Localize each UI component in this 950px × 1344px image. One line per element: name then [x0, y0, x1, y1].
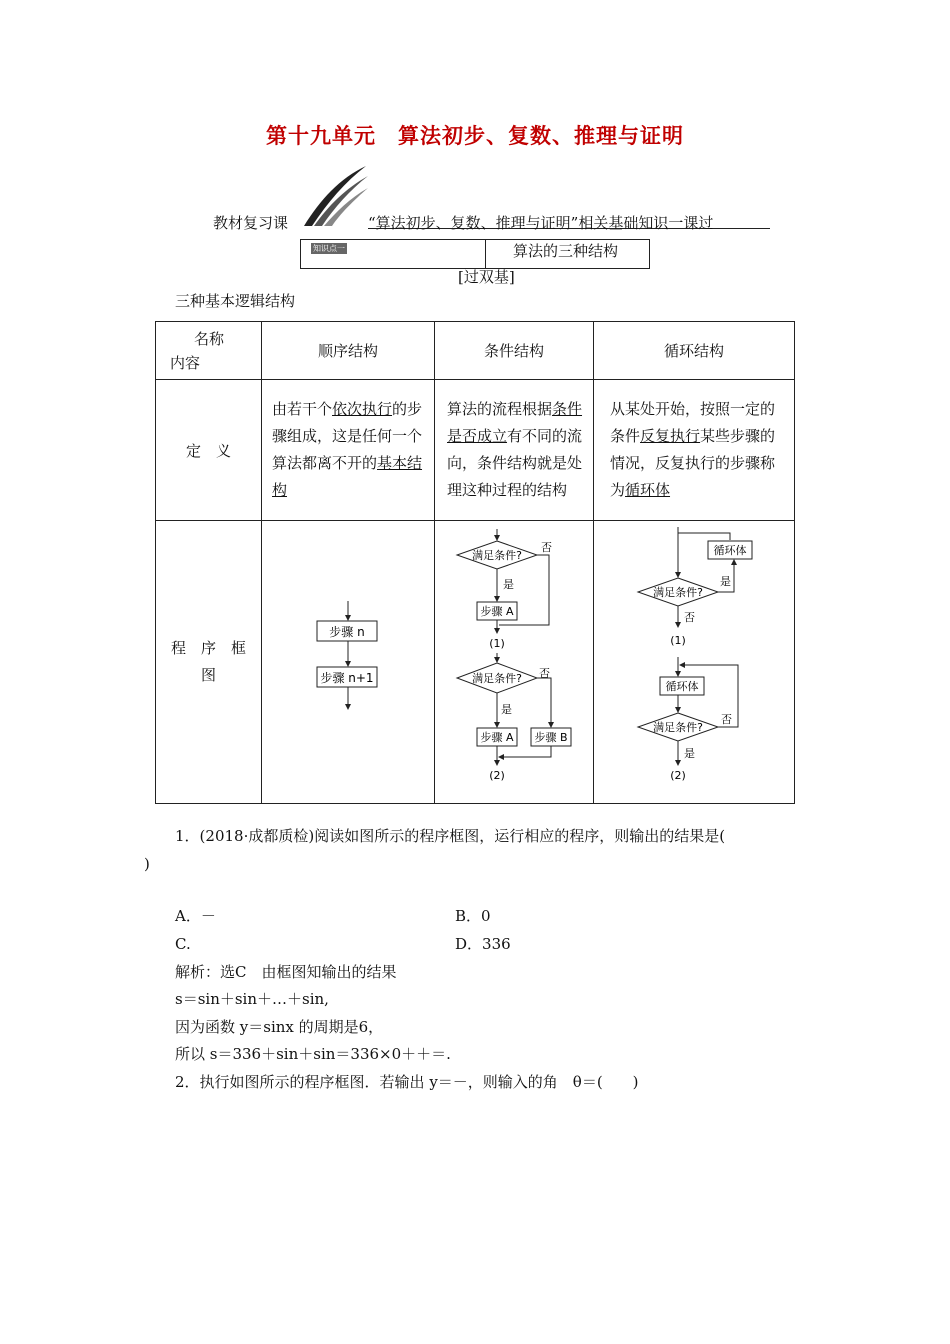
knowledge-badge: 知识点一 [313, 244, 345, 253]
loop2-no: 否 [721, 713, 732, 726]
q2-stem: 2．执行如图所示的程序框图．若输出 y＝－，则输入的角 θ＝( ) [175, 1073, 639, 1091]
q1-option-d: D．336 [455, 935, 511, 953]
def-sequential [262, 380, 435, 521]
structures-table [155, 321, 795, 804]
def2-text-a: 算法的流程根据 [447, 400, 553, 418]
loop-flowchart [594, 521, 794, 799]
def1-underlined-2: 基本结构 [272, 454, 423, 499]
conditional-flowchart [435, 521, 593, 799]
step-a2-label: 步骤 A [480, 731, 514, 744]
cond-label-2: (2) [489, 769, 505, 782]
q1-stem: 1．(2018·成都质检)阅读如图所示的程序框图，运行相应的程序，则输出的结果是( [175, 827, 726, 845]
row-definition-label: 定 义 [156, 380, 262, 521]
corner-cell [156, 322, 262, 380]
flowchart-label-1: 程 序 框 [170, 639, 246, 657]
q1-solution-4: 所以 s＝336＋sin＋sin＝336×0＋＋＝. [175, 1045, 451, 1063]
def1-text-a: 由若干个 [272, 400, 333, 418]
header-loop: 循环结构 [594, 322, 795, 380]
def3-text-b: 某些步骤的情况，反复执行的步骤称为 [610, 427, 776, 499]
pass-label: [过双基] [458, 268, 515, 286]
def-loop [594, 380, 795, 521]
subheading: 三种基本逻辑结构 [175, 292, 296, 310]
sequential-flowchart [262, 521, 434, 799]
section-title: 算法的三种结构 [513, 242, 619, 260]
q1-option-a: A．－ [175, 907, 216, 925]
cond2-label: 满足条件? [472, 672, 522, 685]
q1-solution-2: s＝sin＋sin＋…＋sin, [175, 990, 329, 1008]
q1-stem-end: ) [144, 855, 150, 873]
def-conditional [435, 380, 594, 521]
cond1-no: 否 [541, 541, 552, 554]
row-flowchart-label [156, 521, 262, 804]
header-conditional: 条件结构 [435, 322, 594, 380]
def1-text-b: 的步骤组成，这是任何一个算法都离不开的 [272, 400, 423, 472]
q1-option-c: C. [175, 935, 191, 953]
cond1-label: 满足条件? [472, 549, 522, 562]
loop2-yes: 是 [684, 747, 695, 760]
loop1-no: 否 [684, 611, 695, 624]
corner-top: 名称 [194, 329, 225, 348]
swoosh-icon [300, 160, 370, 230]
step-n-label: 步骤 n [329, 625, 365, 639]
step-b-label: 步骤 B [534, 731, 568, 744]
header-sequential: 顺序结构 [262, 322, 435, 380]
loop-body2-label: 循环体 [665, 680, 699, 693]
cond1-yes: 是 [503, 578, 514, 591]
page-title: 第十九单元 算法初步、复数、推理与证明 [266, 123, 684, 148]
q1-option-b: B．0 [455, 907, 491, 925]
def1-underlined-1: 依次执行 [332, 400, 393, 418]
def3-underlined-2: 循环体 [625, 481, 671, 499]
corner-bottom: 内容 [170, 353, 201, 372]
def2-text-b: 有不同的流向，条件结构就是处理这种过程的结构 [447, 427, 583, 499]
cond-label-1: (1) [489, 637, 505, 650]
loop-label-2: (2) [670, 769, 686, 782]
loop-cond1-label: 满足条件? [653, 586, 703, 599]
flow-sequential-cell [262, 521, 435, 804]
course-label: 教材复习课 [213, 214, 289, 232]
def3-underlined-1: 反复执行 [640, 427, 701, 445]
step-a1-label: 步骤 A [480, 605, 514, 618]
def3-text-a: 从某处开始，按照一定的条件 [610, 400, 776, 445]
loop-cond2-label: 满足条件? [653, 721, 703, 734]
loop1-yes: 是 [720, 575, 731, 588]
cond2-yes: 是 [501, 703, 512, 716]
cond2-no: 否 [539, 667, 550, 680]
loop-label-1: (1) [670, 634, 686, 647]
def2-underlined-1: 条件是否成立 [447, 400, 583, 445]
course-description: “算法初步、复数、推理与证明”相关基础知识一课过 [368, 214, 714, 232]
q1-solution-3: 因为函数 y＝sinx 的周期是6， [175, 1018, 384, 1036]
flowchart-label-2: 图 [200, 666, 216, 684]
step-n1-label: 步骤 n+1 [320, 671, 374, 685]
q1-solution-1: 解析：选C 由框图知输出的结果 [175, 963, 397, 981]
flow-conditional-cell [435, 521, 594, 804]
loop-body1-label: 循环体 [713, 544, 747, 557]
flow-loop-cell [594, 521, 795, 804]
